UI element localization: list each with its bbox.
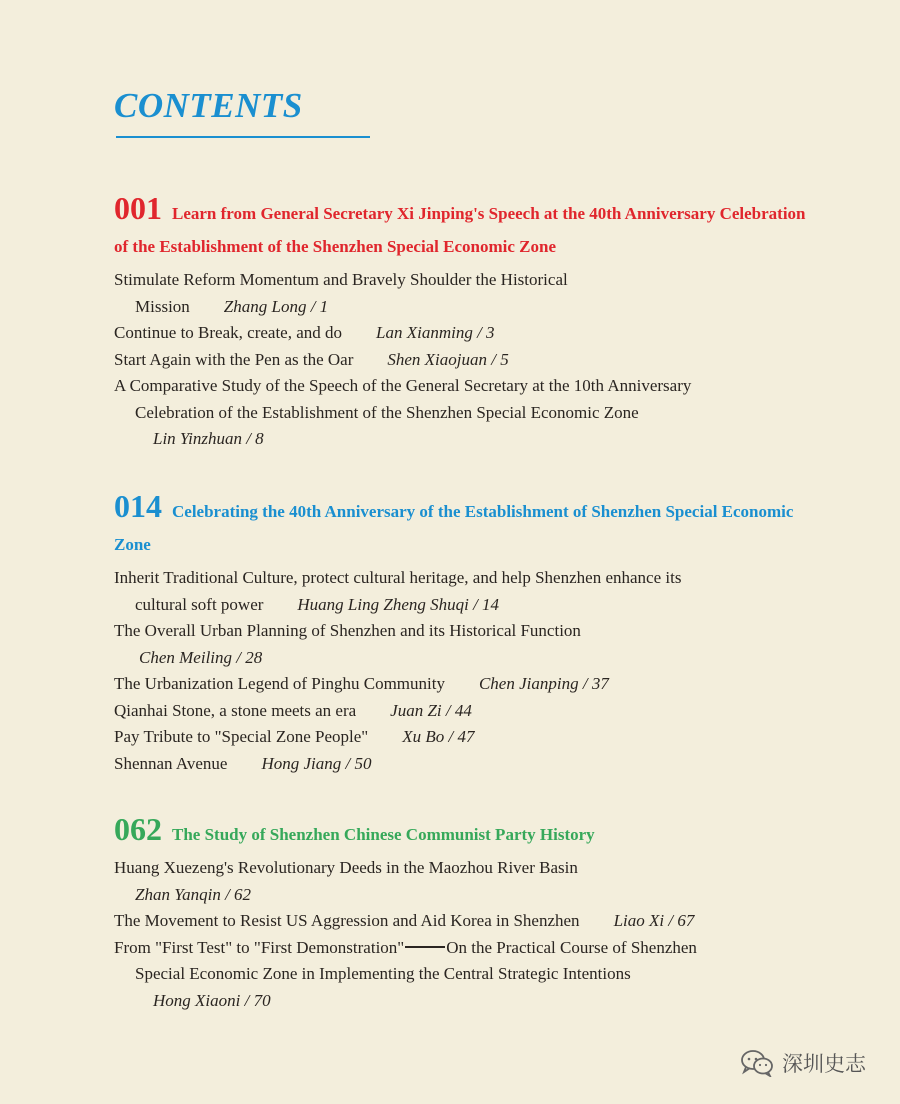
list-item[interactable]	[114, 671, 814, 698]
article-list	[114, 855, 814, 1014]
list-item[interactable]	[114, 347, 814, 374]
article-title: The Urbanization Legend of Pinghu Community	[114, 674, 445, 693]
section-number: 062	[114, 811, 162, 847]
article-author: Zhang Long / 1	[223, 296, 329, 316]
list-item[interactable]	[114, 373, 814, 453]
list-item[interactable]	[114, 320, 814, 347]
article-author: Zhan Yanqin / 62	[135, 884, 252, 904]
list-item[interactable]	[114, 698, 814, 725]
article-author: Hong Xiaoni / 70	[153, 990, 271, 1010]
section-heading	[114, 488, 814, 561]
article-author: Hong Jiang / 50	[261, 753, 372, 773]
article-title: Pay Tribute to "Special Zone People"	[114, 727, 369, 746]
article-title: Shennan Avenue	[114, 753, 228, 773]
section-title: Learn from General Secretary Xi Jinping's Speech at the 40th Anniversary Celebration of the Establishment of the Shenzhen Special Economic Zone	[114, 204, 806, 256]
section-number: 014	[114, 488, 162, 524]
article-title: From "First Test" to "First Demonstration"	[114, 937, 405, 957]
article-author: Lin Yinzhuan / 8	[153, 429, 264, 448]
article-title-cont: Celebration of the Establishment of the Shenzhen Special Economic Zone	[135, 402, 639, 422]
section-heading	[114, 190, 814, 263]
em-dash	[405, 946, 445, 948]
watermark	[740, 1046, 866, 1080]
section-title: The Study of Shenzhen Chinese Communist Party History	[172, 825, 595, 844]
watermark-text: 深圳史志	[782, 1052, 866, 1076]
section-062	[114, 811, 814, 1014]
article-title-cont: Special Economic Zone in Implementing the Central Strategic Intentions	[135, 964, 631, 983]
article-title: Inherit Traditional Culture, protect cultural heritage, and help Shenzhen enhance its	[114, 568, 682, 587]
article-title: The Movement to Resist US Aggression and Aid Korea in Shenzhen	[114, 911, 580, 930]
article-author: Chen Jianping / 37	[478, 674, 609, 693]
article-title: Qianhai Stone, a stone meets an era	[114, 700, 357, 720]
section-014	[114, 488, 814, 777]
article-author: Huang Ling Zheng Shuqi / 14	[297, 594, 500, 614]
list-item[interactable]	[114, 751, 814, 778]
page-title: CONTENTS	[114, 86, 303, 125]
article-title: Huang Xuezeng's Revolutionary Deeds in the Maozhou River Basin	[114, 858, 578, 877]
list-item[interactable]	[114, 935, 814, 1015]
article-list	[114, 267, 814, 453]
list-item[interactable]	[114, 855, 814, 908]
section-001	[114, 190, 814, 453]
article-title-cont: cultural soft power	[135, 594, 264, 614]
list-item[interactable]	[114, 908, 814, 935]
article-author: Lan Xianming / 3	[376, 323, 495, 342]
article-subtitle: On the Practical Course of Shenzhen	[446, 937, 697, 957]
article-list	[114, 565, 814, 777]
section-heading	[114, 811, 814, 851]
article-title: The Overall Urban Planning of Shenzhen and its Historical Function	[114, 621, 581, 640]
list-item[interactable]	[114, 565, 814, 618]
title-underline	[116, 136, 370, 138]
article-title: Start Again with the Pen as the Oar	[114, 349, 354, 369]
article-title-cont: Mission	[135, 296, 190, 316]
section-number: 001	[114, 190, 162, 226]
article-author: Shen Xiaojuan / 5	[387, 349, 509, 369]
article-author: Xu Bo / 47	[402, 727, 475, 746]
article-author: Juan Zi / 44	[390, 700, 472, 720]
article-title: Stimulate Reform Momentum and Bravely Shoulder the Historical	[114, 270, 568, 289]
article-title: Continue to Break, create, and do	[114, 323, 343, 342]
section-title: Celebrating the 40th Anniversary of the Establishment of Shenzhen Special Economic Zone	[114, 502, 794, 554]
wechat-icon	[740, 1049, 774, 1077]
article-title: A Comparative Study of the Speech of the General Secretary at the 10th Anniversary	[114, 376, 692, 395]
article-author: Chen Meiling / 28	[139, 647, 263, 667]
list-item[interactable]	[114, 618, 814, 671]
article-author: Liao Xi / 67	[613, 911, 695, 930]
list-item[interactable]	[114, 267, 814, 320]
list-item[interactable]	[114, 724, 814, 751]
